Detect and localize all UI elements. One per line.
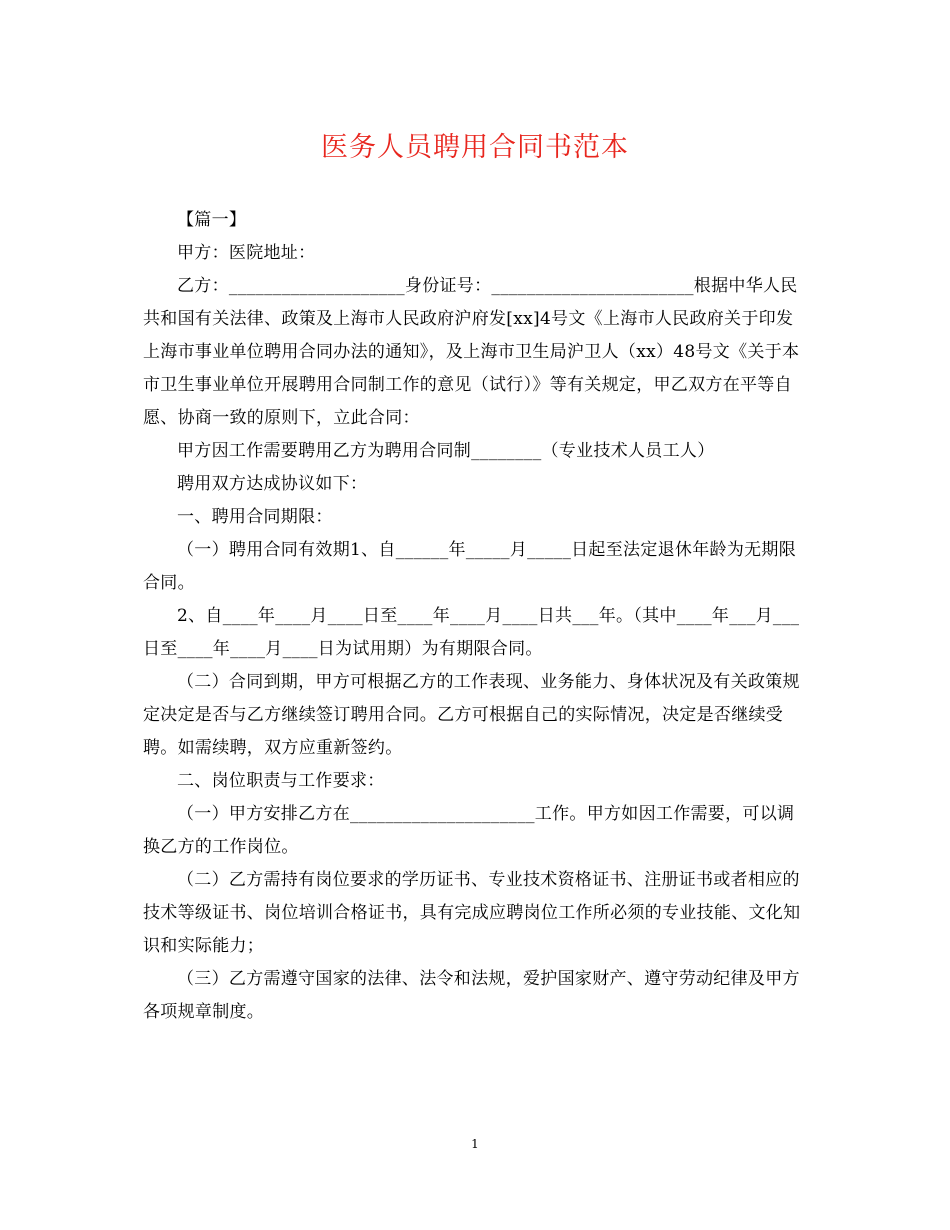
party-b-paragraph: 乙方：____________________身份证号：_______________________根据中华人民共和国有关法律、政策及上海市人民政府沪府发[xx]4号文《上海市人民政府关于印发上海市事业单位聘用合同办法的通知》，及上海市卫生局沪卫人（xx）48号文《关于本市卫生事业单位开展聘用合同制工作的意见（试行）》等有关规定，甲乙双方在平等自愿、协商一致的原则下，立此合同： — [143, 276, 800, 428]
document-body — [143, 204, 807, 1029]
heading-contract-term: 一、聘用合同期限： — [177, 507, 333, 527]
section-label: 【篇一】 — [177, 210, 247, 230]
term-clause-1: （一）聘用合同有效期1、自______年_____月_____日起至法定退休年龄为无期限合同。 — [143, 540, 797, 593]
duty-clause-1: （一）甲方安排乙方在_____________________工作。甲方如因工作需要，可以调换乙方的工作岗位。 — [143, 804, 795, 857]
heading-duties: 二、岗位职责与工作要求： — [177, 771, 385, 791]
duty-clause-3: （三）乙方需遵守国家的法律、法令和法规，爱护国家财产、遵守劳动纪律及甲方各项规章制度。 — [143, 969, 800, 1022]
agreement-intro: 聘用双方达成协议如下： — [177, 474, 368, 494]
term-clause-renewal: （二）合同到期，甲方可根据乙方的工作表现、业务能力、身体状况及有关政策规定决定是否与乙方继续签订聘用合同。乙方可根据自己的实际情况，决定是否继续受聘。如需续聘，双方应重新签约。 — [143, 672, 800, 758]
employment-type-line: 甲方因工作需要聘用乙方为聘用合同制________（专业技术人员工人） — [177, 441, 715, 461]
party-a-line: 甲方：医院地址： — [177, 243, 316, 263]
term-clause-2: 2、自____年____月____日至____年____月____日共___年。（其中____年___月___日至____年____月____日为试用期）为有期限合同。 — [143, 606, 800, 659]
duty-clause-2: （二）乙方需持有岗位要求的学历证书、专业技术资格证书、注册证书或者相应的技术等级证书、岗位培训合格证书，具有完成应聘岗位工作所必须的专业技能、文化知识和实际能力； — [143, 870, 801, 956]
document-title: 医务人员聘用合同书范本 — [321, 132, 629, 163]
page-number: 1 — [471, 1137, 479, 1151]
